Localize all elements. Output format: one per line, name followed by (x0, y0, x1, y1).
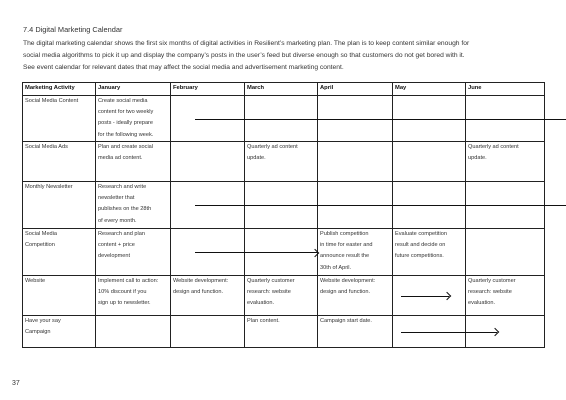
column-header: Marketing Activity (23, 83, 96, 96)
table-cell (466, 96, 545, 142)
table-row (23, 229, 545, 276)
table-cell: Website development: design and function. (318, 276, 393, 316)
intro-paragraph (23, 38, 558, 73)
table-cell (318, 96, 393, 142)
table-row (23, 96, 545, 142)
table-cell: Evaluate competition result and decide on future competitions. (393, 229, 466, 276)
table-cell (171, 316, 245, 348)
table-cell (318, 142, 393, 182)
column-header: May (393, 83, 466, 96)
table-row (23, 276, 545, 316)
table-row (23, 142, 545, 182)
table-cell (171, 96, 245, 142)
table-cell: Quarterly ad content update. (466, 142, 545, 182)
table-cell (393, 316, 466, 348)
intro-line: social media algorithms to pick it up and display the company’s posts in the user’s feed but diverse enough so that customers do not get bored with it. (23, 51, 465, 59)
table-cell: Quarterly customer research: website evaluation. (466, 276, 545, 316)
table-cell: Create social media content for two weekly posts - ideally prepare for the following week. (96, 96, 171, 142)
continuation-arrow (401, 296, 449, 297)
table-cell (466, 316, 545, 348)
table-row (23, 316, 545, 348)
table-cell (318, 182, 393, 229)
table-row (23, 182, 545, 229)
intro-line: See event calendar for relevant dates that may affect the social media and advertisement marketing content. (23, 63, 344, 71)
table-cell (245, 182, 318, 229)
table-cell (393, 142, 466, 182)
table-cell: Campaign start date. (318, 316, 393, 348)
table-cell: Plan content. (245, 316, 318, 348)
activity-cell: Have your say Campaign (23, 316, 96, 348)
column-header: March (245, 83, 318, 96)
table-cell: Research and plan content + price development (96, 229, 171, 276)
table-cell (96, 316, 171, 348)
activity-cell: Monthly Newsletter (23, 182, 96, 229)
marketing-calendar-table (22, 82, 545, 348)
table-cell: Research and write newsletter that publishes on the 28th of every month. (96, 182, 171, 229)
table-cell: Plan and create social media ad content. (96, 142, 171, 182)
table-cell (245, 229, 318, 276)
intro-line: The digital marketing calendar shows the first six months of digital activities in Resilient’s marketing plan. The plan is to keep content similar enough for (23, 40, 470, 47)
table-cell (393, 182, 466, 229)
activity-cell: Website (23, 276, 96, 316)
table-cell: Quarterly ad content update. (245, 142, 318, 182)
table-cell (245, 96, 318, 142)
table-cell (171, 182, 245, 229)
table-cell (393, 96, 466, 142)
activity-cell: Social Media Competition (23, 229, 96, 276)
table-cell: Quarterly customer research: website evaluation. (245, 276, 318, 316)
activity-cell: Social Media Content (23, 96, 96, 142)
table-cell: Publish competition in time for easter and announce result the 30th of April. (318, 229, 393, 276)
table-cell (171, 229, 245, 276)
section-heading: 7.4 Digital Marketing Calendar (23, 25, 123, 34)
column-header: February (171, 83, 245, 96)
column-header: January (96, 83, 171, 96)
column-header: June (466, 83, 545, 96)
table-cell: Implement call to action: 10% discount if you sign up to newsletter. (96, 276, 171, 316)
table-cell (171, 142, 245, 182)
table-cell (466, 229, 545, 276)
table-cell (393, 276, 466, 316)
page-number: 37 (12, 380, 20, 387)
table-cell (466, 182, 545, 229)
table-cell: Website development: design and function. (171, 276, 245, 316)
table-header-row (23, 83, 545, 96)
column-header: April (318, 83, 393, 96)
activity-cell: Social Media Ads (23, 142, 96, 182)
